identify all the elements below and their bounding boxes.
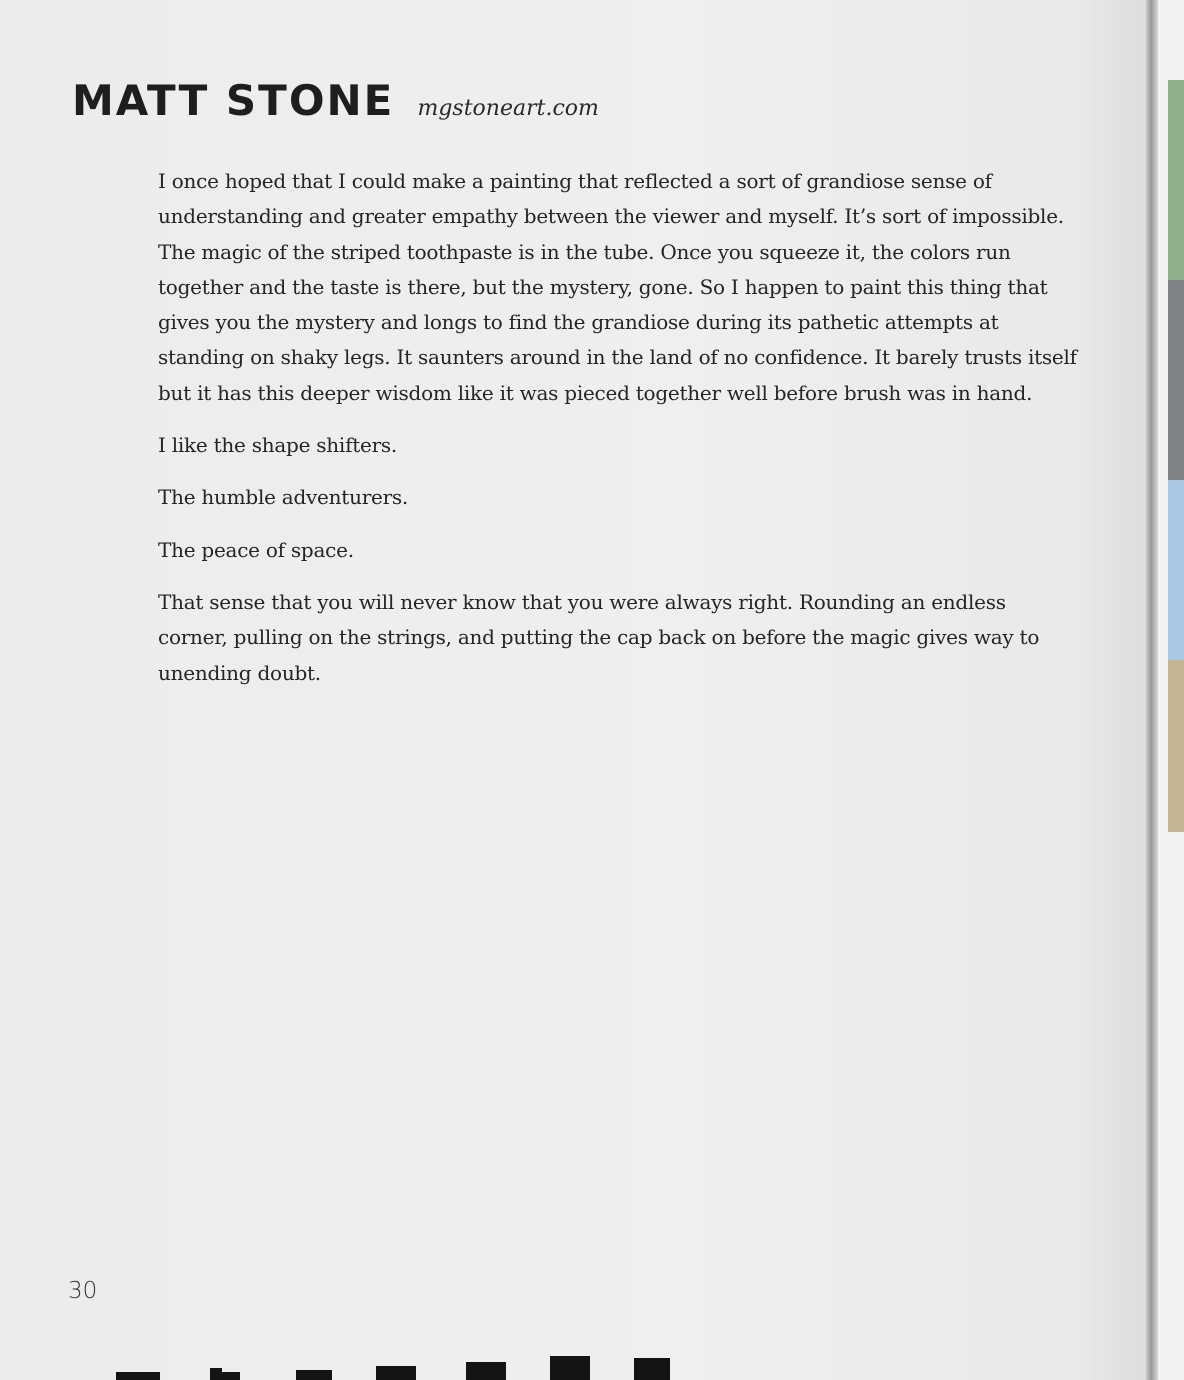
bottom-mark: [634, 1358, 670, 1380]
bottom-mark: [550, 1356, 590, 1380]
facing-page-artwork-strip: [1168, 80, 1184, 832]
bottom-mark: [210, 1368, 222, 1380]
page-header: [72, 76, 599, 125]
bottom-mark: [116, 1372, 160, 1380]
bottom-artwork-edge: [0, 1340, 1150, 1380]
bottom-mark: [222, 1372, 240, 1380]
artist-statement: [158, 164, 1078, 708]
strip-band-blue: [1168, 480, 1184, 660]
statement-paragraph-2: I like the shape shifters.: [158, 433, 398, 458]
statement-paragraph-5: That sense that you will never know that you were always right. Rounding an endless corner, pulling on the strings, and putting the cap back on before the magic gives way to unending doubt.: [158, 589, 1040, 685]
strip-band-gray: [1168, 280, 1184, 480]
strip-band-tan: [1168, 660, 1184, 832]
book-spine: [1146, 0, 1158, 1380]
bottom-mark: [466, 1362, 506, 1380]
strip-band-green: [1168, 80, 1184, 280]
statement-paragraph-4: The peace of space.: [158, 537, 354, 562]
bottom-mark: [296, 1370, 332, 1380]
page-number: 30: [68, 1278, 98, 1304]
statement-paragraph-1: I once hoped that I could make a painting that reflected a sort of grandiose sense of understanding and greater empathy between the viewer and myself. It’s sort of impossible. The magic of the striped toothpaste is in the tube. Once you squeeze it, the colors run together and the taste is there, but the mystery, gone. So I happen to paint this thing that gives you the mystery and longs to find the grandiose during its pathetic attempts at standing on shaky legs. It saunters around in the land of no confidence. It barely trusts itself but it has this deeper wisdom like it was pieced together well before brush was in hand.: [158, 169, 1077, 405]
bottom-mark: [376, 1366, 416, 1380]
artist-name-heading: MATT STONE: [72, 76, 395, 125]
artist-website: mgstoneart.com: [417, 96, 599, 121]
statement-paragraph-3: The humble adventurers.: [158, 485, 409, 510]
